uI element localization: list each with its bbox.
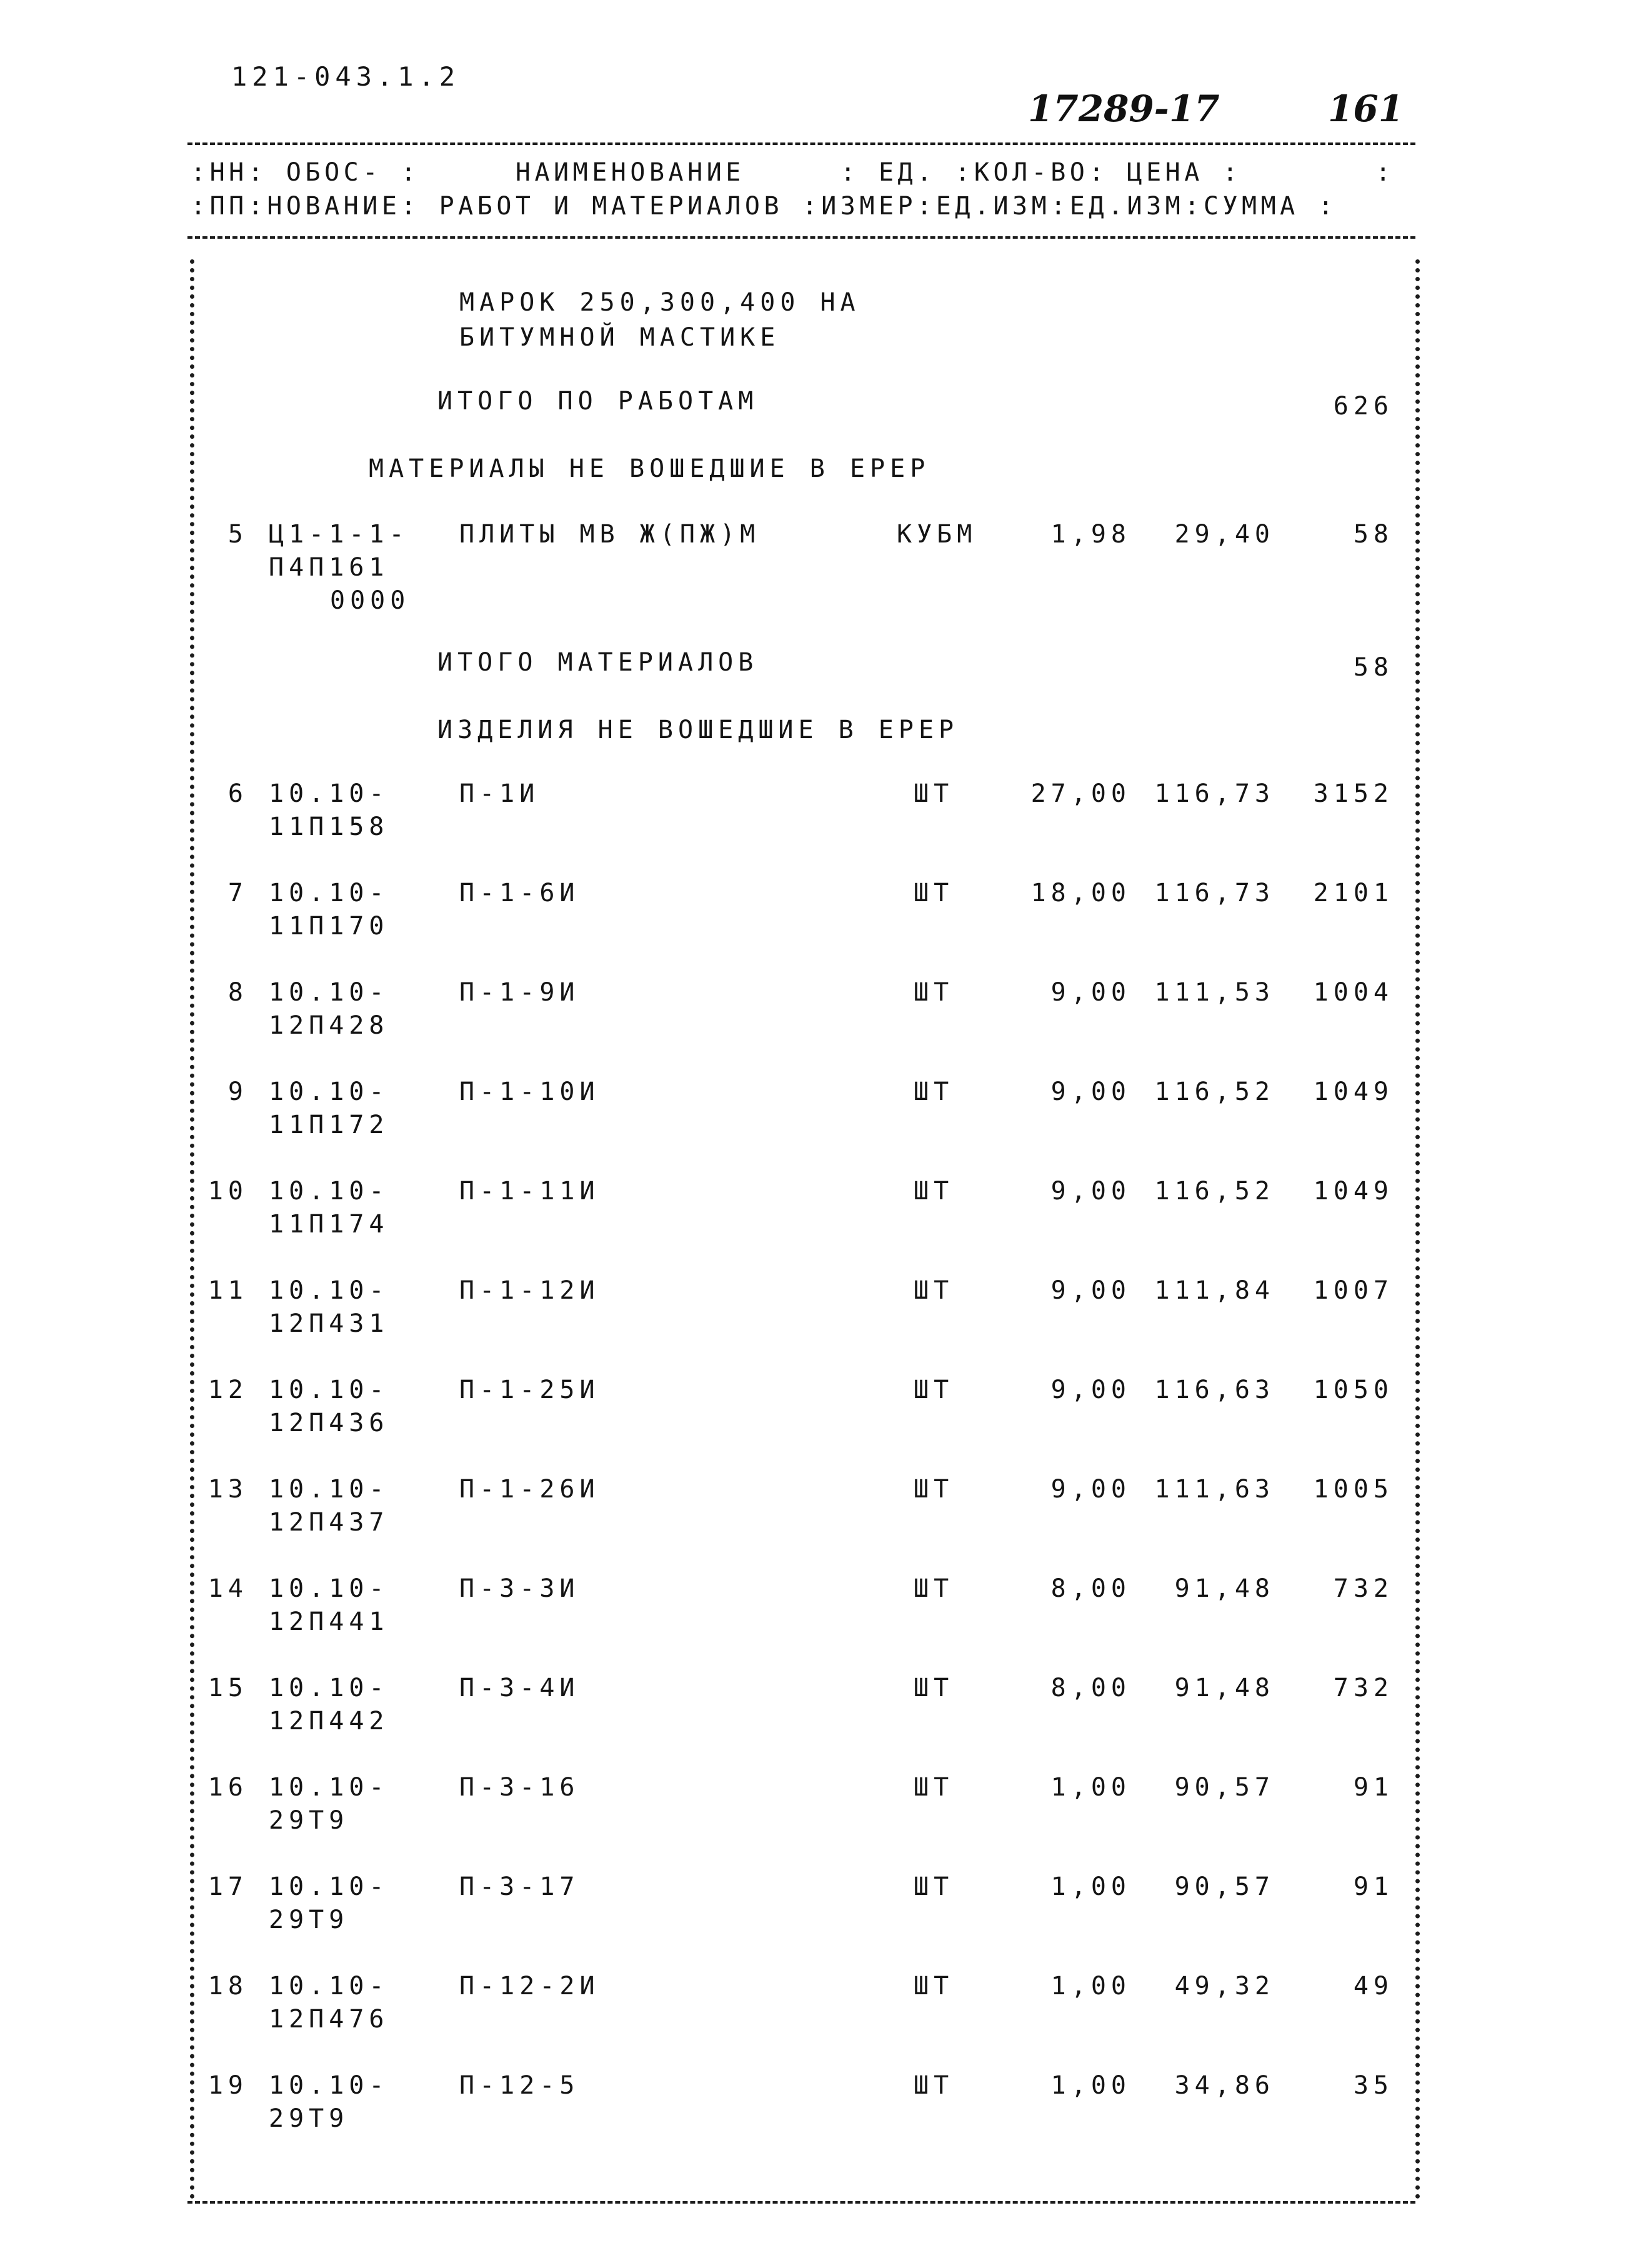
row-number: 9 bbox=[227, 1077, 248, 1106]
row-unit: ШТ bbox=[914, 1376, 954, 1404]
handwritten-number: 17289-17 bbox=[1028, 87, 1220, 130]
row-code-line-1: 10.10- bbox=[269, 1773, 389, 1802]
row-quantity: 18,00 bbox=[1030, 879, 1131, 907]
row-code-line-2: 12П431 bbox=[269, 1309, 389, 1338]
column-header-row-2: :ПП:НОВАНИЕ: РАБОТ И МАТЕРИАЛОВ :ИЗМЕР:ЕД.ИЗМ:ЕД.ИЗМ:СУММА : bbox=[191, 192, 1337, 221]
row-code-line-1: Ц1-1-1- bbox=[269, 520, 409, 549]
row-price: 116,73 bbox=[1154, 879, 1275, 907]
row-quantity: 8,00 bbox=[1050, 1574, 1131, 1603]
row-quantity: 8,00 bbox=[1050, 1674, 1131, 1702]
works-total-label: ИТОГО ПО РАБОТАМ bbox=[437, 387, 759, 416]
row-code-line-2: 29Т9 bbox=[269, 1906, 349, 1934]
header-bottom-rule bbox=[187, 236, 1415, 239]
row-quantity: 9,00 bbox=[1050, 1475, 1131, 1504]
row-price: 116,52 bbox=[1154, 1177, 1275, 1206]
row-sum: 2101 bbox=[1313, 879, 1394, 907]
row-number: 10 bbox=[207, 1177, 248, 1206]
row-sum: 1005 bbox=[1313, 1475, 1394, 1504]
row-quantity: 9,00 bbox=[1050, 1276, 1131, 1305]
row-number: 19 bbox=[207, 2071, 248, 2100]
row-name: ПЛИТЫ МВ Ж(ПЖ)М bbox=[459, 520, 761, 549]
row-code-line-1: 10.10- bbox=[269, 1177, 389, 1206]
row-code-line-2: 12П476 bbox=[269, 2005, 389, 2034]
row-name: П-1-6И bbox=[459, 879, 580, 907]
row-number: 18 bbox=[207, 1972, 248, 2001]
row-number: 6 bbox=[227, 779, 248, 808]
row-name: П-1-11И bbox=[459, 1177, 600, 1206]
materials-heading: МАТЕРИАЛЫ НЕ ВОШЕДШИЕ В ЕРЕР bbox=[369, 454, 930, 483]
row-name: П-1-12И bbox=[459, 1276, 600, 1305]
row-sum: 58 bbox=[1353, 520, 1394, 549]
row-code-line-2: 12П442 bbox=[269, 1707, 389, 1736]
row-code-line-3: 0000 bbox=[330, 586, 411, 615]
row-quantity: 9,00 bbox=[1050, 1077, 1131, 1106]
row-price: 49,32 bbox=[1174, 1972, 1275, 2001]
row-price: 116,63 bbox=[1154, 1376, 1275, 1404]
row-unit: ШТ bbox=[914, 1077, 954, 1106]
row-code-line-2: 29Т9 bbox=[269, 1806, 349, 1835]
row-price: 91,48 bbox=[1174, 1574, 1275, 1603]
row-unit: ШТ bbox=[914, 2071, 954, 2100]
row-price: 116,73 bbox=[1154, 779, 1275, 808]
row-unit: ШТ bbox=[914, 879, 954, 907]
row-code-line-1: 10.10- bbox=[269, 779, 389, 808]
row-unit: ШТ bbox=[914, 1276, 954, 1305]
row-price: 90,57 bbox=[1174, 1773, 1275, 1802]
row-code-line-1: 10.10- bbox=[269, 1674, 389, 1702]
row-number: 12 bbox=[207, 1376, 248, 1404]
row-code-line-2: 11П158 bbox=[269, 812, 389, 841]
row-unit: ШТ bbox=[914, 1475, 954, 1504]
row-sum: 35 bbox=[1353, 2071, 1394, 2100]
row-quantity: 9,00 bbox=[1050, 1376, 1131, 1404]
column-header-row-1: :НН: ОБОС- : НАИМЕНОВАНИЕ : ЕД. :КОЛ-ВО: ЦЕНА : : bbox=[191, 158, 1395, 187]
row-name: П-1-10И bbox=[459, 1077, 600, 1106]
row-quantity: 1,00 bbox=[1050, 1972, 1131, 2001]
row-code-line-1: 10.10- bbox=[269, 2071, 389, 2100]
row-quantity: 9,00 bbox=[1050, 1177, 1131, 1206]
row-code-line-1: 10.10- bbox=[269, 1972, 389, 2001]
row-price: 116,52 bbox=[1154, 1077, 1275, 1106]
row-name: П-1-9И bbox=[459, 978, 580, 1007]
row-sum: 1049 bbox=[1313, 1077, 1394, 1106]
row-name: П-3-17 bbox=[459, 1872, 580, 1901]
row-number: 16 bbox=[207, 1773, 248, 1802]
row-code-line-1: 10.10- bbox=[269, 1872, 389, 1901]
table-left-border bbox=[190, 259, 194, 2200]
row-number: 8 bbox=[227, 978, 248, 1007]
row-code-line-1: 10.10- bbox=[269, 1376, 389, 1404]
items-heading: ИЗДЕЛИЯ НЕ ВОШЕДШИЕ В ЕРЕР bbox=[437, 716, 959, 744]
row-code-line-1: 10.10- bbox=[269, 1276, 389, 1305]
row-name: П-1И bbox=[459, 779, 540, 808]
row-name: П-12-2И bbox=[459, 1972, 600, 2001]
row-sum: 1007 bbox=[1313, 1276, 1394, 1305]
row-sum: 91 bbox=[1353, 1872, 1394, 1901]
row-sum: 1049 bbox=[1313, 1177, 1394, 1206]
row-sum: 3152 bbox=[1313, 779, 1394, 808]
row-quantity: 1,00 bbox=[1050, 2071, 1131, 2100]
row-unit: КУБМ bbox=[897, 520, 977, 549]
row-quantity: 1,00 bbox=[1050, 1872, 1131, 1901]
works-total-value: 626 bbox=[1333, 392, 1394, 421]
row-quantity: 1,00 bbox=[1050, 1773, 1131, 1802]
materials-total-value: 58 bbox=[1353, 653, 1394, 682]
row-number: 7 bbox=[227, 879, 248, 907]
row-price: 90,57 bbox=[1174, 1872, 1275, 1901]
row-price: 111,84 bbox=[1154, 1276, 1275, 1305]
row-name: П-1-26И bbox=[459, 1475, 600, 1504]
row-number: 15 bbox=[207, 1674, 248, 1702]
intro-line-1: МАРОК 250,300,400 НА bbox=[459, 288, 860, 317]
row-sum: 1050 bbox=[1313, 1376, 1394, 1404]
row-price: 111,63 bbox=[1154, 1475, 1275, 1504]
row-name: П-12-5 bbox=[459, 2071, 580, 2100]
materials-total-label: ИТОГО МАТЕРИАЛОВ bbox=[437, 648, 759, 677]
row-sum: 1004 bbox=[1313, 978, 1394, 1007]
row-code-line-2: 11П170 bbox=[269, 912, 389, 941]
row-number: 13 bbox=[207, 1475, 248, 1504]
table-right-border bbox=[1415, 259, 1420, 2200]
row-quantity: 1,98 bbox=[1050, 520, 1131, 549]
row-sum: 49 bbox=[1353, 1972, 1394, 2001]
row-unit: ШТ bbox=[914, 978, 954, 1007]
row-code-line-1: 10.10- bbox=[269, 1574, 389, 1603]
row-code-line-1: 10.10- bbox=[269, 879, 389, 907]
row-code-line-2: 11П174 bbox=[269, 1210, 389, 1239]
row-number: 11 bbox=[207, 1276, 248, 1305]
row-code-line-1: 10.10- bbox=[269, 1077, 389, 1106]
row-name: П-1-25И bbox=[459, 1376, 600, 1404]
row-quantity: 27,00 bbox=[1030, 779, 1131, 808]
row-code-line-2: 11П172 bbox=[269, 1111, 389, 1139]
table-bottom-rule bbox=[187, 2201, 1415, 2204]
document-code: 121-043.1.2 bbox=[231, 61, 461, 92]
row-code-line-2: 29Т9 bbox=[269, 2104, 349, 2133]
header-top-rule bbox=[187, 142, 1415, 145]
row-code-line-2: 12П437 bbox=[269, 1508, 389, 1537]
row-code-line-2: 12П441 bbox=[269, 1607, 389, 1636]
row-unit: ШТ bbox=[914, 1872, 954, 1901]
row-code-line-1: 10.10- bbox=[269, 978, 389, 1007]
row-name: П-3-3И bbox=[459, 1574, 580, 1603]
row-number: 17 bbox=[207, 1872, 248, 1901]
row-name: П-3-16 bbox=[459, 1773, 580, 1802]
row-code-line-2: 12П428 bbox=[269, 1011, 389, 1040]
row-unit: ШТ bbox=[914, 779, 954, 808]
row-unit: ШТ bbox=[914, 1674, 954, 1702]
row-price: 29,40 bbox=[1174, 520, 1275, 549]
row-code-line-2: 12П436 bbox=[269, 1409, 389, 1437]
row-number: 14 bbox=[207, 1574, 248, 1603]
row-price: 91,48 bbox=[1174, 1674, 1275, 1702]
row-name: П-3-4И bbox=[459, 1674, 580, 1702]
row-code-line-2: П4П161 bbox=[269, 553, 389, 582]
row-sum: 732 bbox=[1333, 1674, 1394, 1702]
row-unit: ШТ bbox=[914, 1773, 954, 1802]
row-price: 111,53 bbox=[1154, 978, 1275, 1007]
intro-line-2: БИТУМНОЙ МАСТИКЕ bbox=[459, 323, 781, 352]
page-number: 161 bbox=[1328, 87, 1404, 130]
row-sum: 732 bbox=[1333, 1574, 1394, 1603]
row-unit: ШТ bbox=[914, 1972, 954, 2001]
row-unit: ШТ bbox=[914, 1177, 954, 1206]
row-sum: 91 bbox=[1353, 1773, 1394, 1802]
row-number: 5 bbox=[227, 520, 248, 549]
row-quantity: 9,00 bbox=[1050, 978, 1131, 1007]
row-price: 34,86 bbox=[1174, 2071, 1275, 2100]
row-unit: ШТ bbox=[914, 1574, 954, 1603]
row-code-line-1: 10.10- bbox=[269, 1475, 389, 1504]
